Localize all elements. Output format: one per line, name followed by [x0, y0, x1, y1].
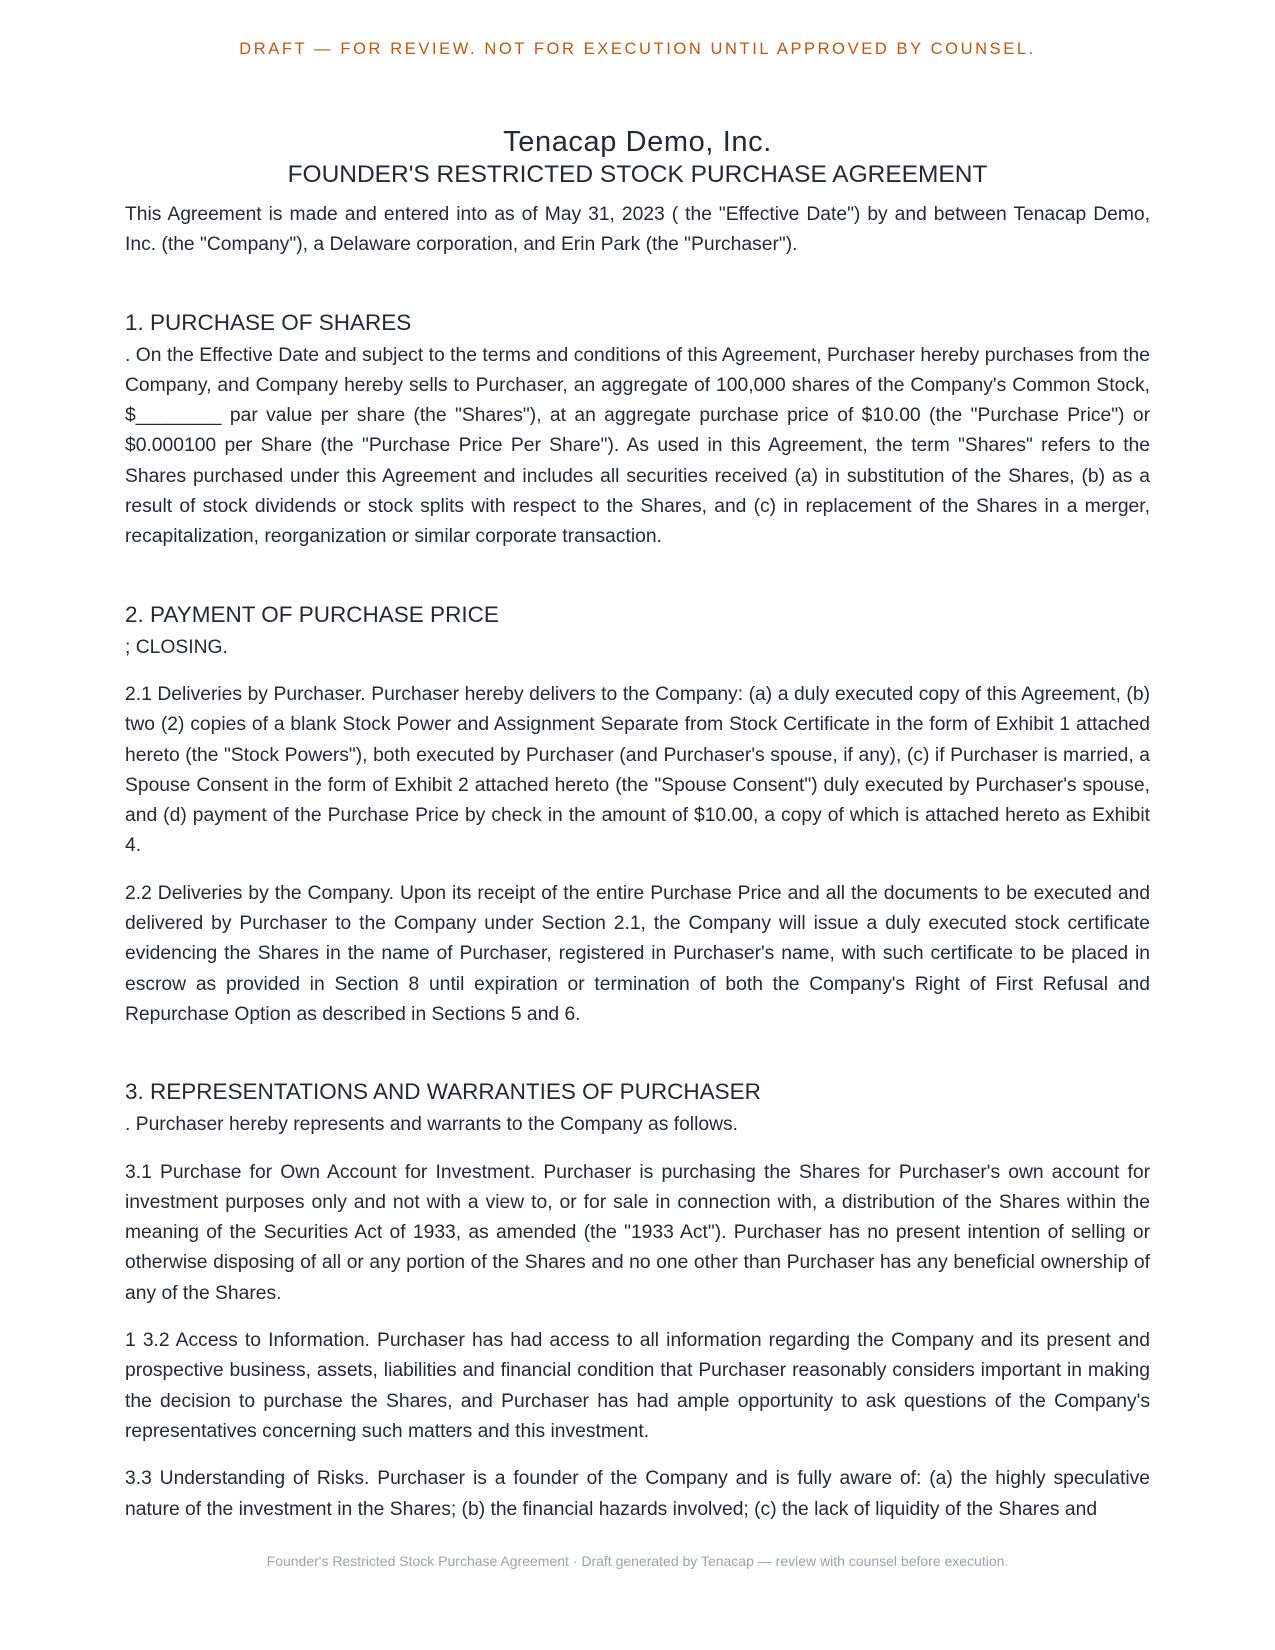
- section-lead: . Purchaser hereby represents and warrants to the Company as follows.: [125, 1114, 739, 1136]
- page-footer: Founder's Restricted Stock Purchase Agreement · Draft generated by Tenacap — review with counsel before execution.: [266, 1553, 1009, 1569]
- clause-2-1: 2.1 Deliveries by Purchaser. Purchaser hereby delivers to the Company: (a) a duly executed copy of this Agreement, (b) two (2) copies of a blank Stock Power and Assignment Separate from Stock Certificate in the form of Exhibit 1 attached hereto (the "Stock Powers"), both executed by Purchaser (and Purchaser's spouse, if any), (c) if Purchaser is married, a Spouse Consent in the form of Exhibit 2 attached hereto (the "Spouse Consent") duly executed by Purchaser's spouse, and (d) payment of the Purchase Price by check in the amount of $10.00, a copy of which is attached hereto as Exhibit 4.: [125, 683, 1150, 857]
- company-name: Tenacap Demo, Inc.: [503, 126, 772, 158]
- document-title: FOUNDER'S RESTRICTED STOCK PURCHASE AGREEMENT: [287, 161, 988, 188]
- clause-2-2: 2.2 Deliveries by the Company. Upon its receipt of the entire Purchase Price and all the documents to be executed and delivered by Purchaser to the Company under Section 2.1, the Company will issue a duly executed stock certificate evidencing the Shares in the name of Purchaser, registered in Purchaser's name, with such certificate to be placed in escrow as provided in Section 8 until expiration or termination of both the Company's Right of First Refusal and Repurchase Option as described in Sections 5 and 6.: [125, 882, 1150, 1025]
- section-representations-and-warranties: [125, 1077, 1150, 1525]
- section-payment-of-purchase-price: [125, 600, 1150, 1031]
- intro-paragraph: This Agreement is made and entered into as of May 31, 2023 ( the "Effective Date") by and between Tenacap Demo, Inc. (the "Company"), a Delaware corporation, and Erin Park (the "Purchaser").: [125, 204, 1150, 256]
- section-lead: ; CLOSING.: [125, 636, 228, 658]
- section-heading: 3. REPRESENTATIONS AND WARRANTIES OF PURCHASER: [125, 1079, 761, 1105]
- clause-3-3: 3.3 Understanding of Risks. Purchaser is a founder of the Company and is fully aware of: (a) the highly speculative nature of the investment in the Shares; (b) the financial hazards involved; (c) the lack of liquidity of the Shares and: [125, 1468, 1150, 1520]
- draft-banner: DRAFT — FOR REVIEW. NOT FOR EXECUTION UNTIL APPROVED BY COUNSEL.: [239, 40, 1036, 58]
- section-heading: 1. PURCHASE OF SHARES: [125, 309, 412, 335]
- document-body: [125, 124, 1150, 1542]
- clause-3-1: 3.1 Purchase for Own Account for Investment. Purchaser is purchasing the Shares for Purchaser's own account for investment purposes only and not with a view to, or for sale in connection with, a distribution of the Shares within the meaning of the Securities Act of 1933, as amended (the "1933 Act"). Purchaser has no present intention of selling or otherwise disposing of all or any portion of the Shares and no one other than Purchaser has any beneficial ownership of any of the Shares.: [125, 1161, 1150, 1304]
- section-heading: 2. PAYMENT OF PURCHASE PRICE: [125, 601, 499, 627]
- section-lead: . On the Effective Date and subject to the terms and conditions of this Agreement, Purchaser hereby purchases from the Company, and Company hereby sells to Purchaser, an aggregate of 100,000 shares of the Company's Common Stock, $________ par value per share (the "Shares"), at an aggregate purchase price of $10.00 (the "Purchase Price") or $0.000100 per Share (the "Purchase Price Per Share"). As used in this Agreement, the term "Shares" refers to the Shares purchased under this Agreement and includes all securities received (a) in substitution of the Shares, (b) as a result of stock dividends or stock splits with respect to the Shares, and (c) in replacement of the Shares in a merger, recapitalization, reorganization or similar corporate transaction.: [125, 344, 1150, 548]
- section-purchase-of-shares: [125, 308, 1150, 553]
- clause-3-2: 1 3.2 Access to Information. Purchaser has had access to all information regarding the Company and its present and prospective business, assets, liabilities and financial condition that Purchaser reasonably considers important in making the decision to purchase the Shares, and Purchaser has had ample opportunity to ask questions of the Company's representatives concerning such matters and this investment.: [125, 1330, 1150, 1442]
